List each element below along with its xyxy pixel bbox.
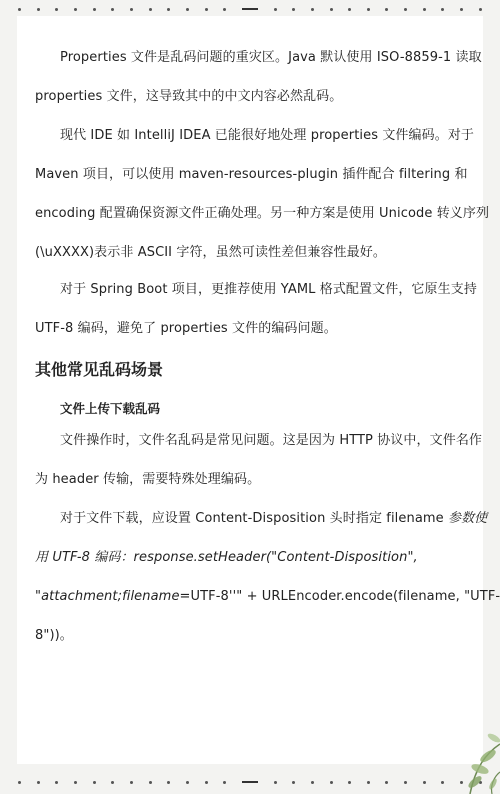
top-dotted-border	[0, 2, 500, 16]
code-line: "attachment;filename=	[35, 589, 191, 604]
paragraph-filename-garbled	[35, 421, 483, 499]
section-heading: 其他常见乱码场景	[35, 360, 164, 379]
leaf-decoration-icon	[430, 724, 500, 794]
paragraph-line: (\uXXXX)表示非 ASCII 字符，虽然可读性差但兼容性最好。	[35, 245, 386, 260]
paragraph-line: 现代 IDE 如 IntelliJ IDEA 已能很好地处理 properties 文件编码。对于	[60, 128, 475, 143]
code-line: 用 UTF-8 编码：response.setHeader("Content-Disposition",	[35, 550, 418, 565]
paragraph-line: encoding 配置确保资源文件正确处理。另一种方案是使用 Unicode 转义序列	[35, 206, 490, 221]
paragraph-line: properties 文件，这导致其中的中文内容必然乱码。	[35, 89, 343, 104]
code-line: 8"))。	[35, 628, 73, 643]
paragraph-line: 文件操作时，文件名乱码是常见问题。这是因为 HTTP 协议中，文件名作	[60, 433, 483, 448]
subsection-heading: 文件上传下载乱码	[60, 401, 161, 416]
paragraph-line: UTF-8 编码，避免了 properties 文件的编码问题。	[35, 321, 337, 336]
italic-text: 参数使	[447, 511, 488, 526]
paragraph-line: 对于文件下载，应设置 Content-Disposition 头时指定 filename	[60, 511, 448, 526]
paragraph-spring-boot	[35, 270, 477, 348]
paragraph-download-header	[35, 499, 500, 655]
paragraph-line: Properties 文件是乱码问题的重灾区。Java 默认使用 ISO-8859-1 读取	[60, 50, 482, 65]
paragraph-properties-intro	[35, 38, 482, 116]
code-line: UTF-8''" + URLEncoder.encode(filename, "UTF-	[190, 589, 500, 604]
paragraph-line: 对于 Spring Boot 项目，更推荐使用 YAML 格式配置文件，它原生支持	[60, 282, 477, 297]
paragraph-line: Maven 项目，可以使用 maven-resources-plugin 插件配合 filtering 和	[35, 167, 468, 182]
paragraph-line: 为 header 传输，需要特殊处理编码。	[35, 472, 261, 487]
bottom-dotted-border	[0, 775, 500, 789]
paragraph-ide-handling	[35, 116, 490, 272]
